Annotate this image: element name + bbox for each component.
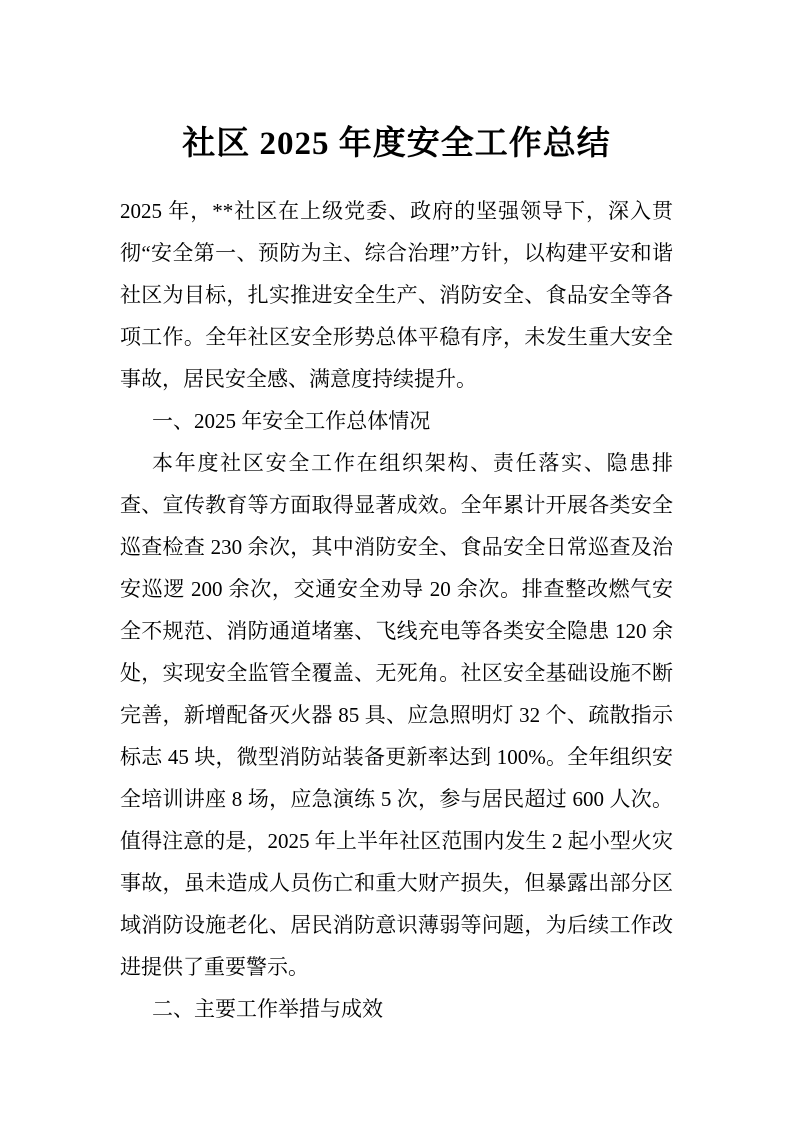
paragraph: 2025 年，**社区在上级党委、政府的坚强领导下，深入贯彻“安全第一、预防为主、综合治理”方针，以构建平安和谐社区为目标，扎实推进安全生产、消防安全、食品安全等各项工作。全年社区安全形势总体平稳有序，未发生重大安全事故，居民安全感、满意度持续提升。 xyxy=(120,199,673,391)
document-title: 社区 2025 年度安全工作总结 xyxy=(182,126,611,162)
document-body xyxy=(120,190,673,1030)
paragraph: 本年度社区安全工作在组织架构、责任落实、隐患排查、宣传教育等方面取得显著成效。全年累计开展各类安全巡查检查 230 余次，其中消防安全、食品安全日常巡查及治安巡逻 200 余次，交通安全劝导 20 余次。排查整改燃气安全不规范、消防通道堵塞、飞线充电等各类安全隐患 120 余处，实现安全监管全覆盖、无死角。社区安全基础设施不断完善，新增配备灭火器 85 具、应急照明灯 32 个、疏散指示标志 45 块，微型消防站装备更新率达到 100%。全年组织安全培训讲座 8 场，应急演练 5 次，参与居民超过 600 人次。值得注意的是，2025 年上半年社区范围内发生 2 起小型火灾事故，虽未造成人员伤亡和重大财产损失，但暴露出部分区域消防设施老化、居民消防意识薄弱等问题，为后续工作改进提供了重要警示。 xyxy=(120,451,673,979)
section-heading: 二、主要工作举措与成效 xyxy=(152,997,383,1021)
section-heading: 一、2025 年安全工作总体情况 xyxy=(152,409,431,433)
